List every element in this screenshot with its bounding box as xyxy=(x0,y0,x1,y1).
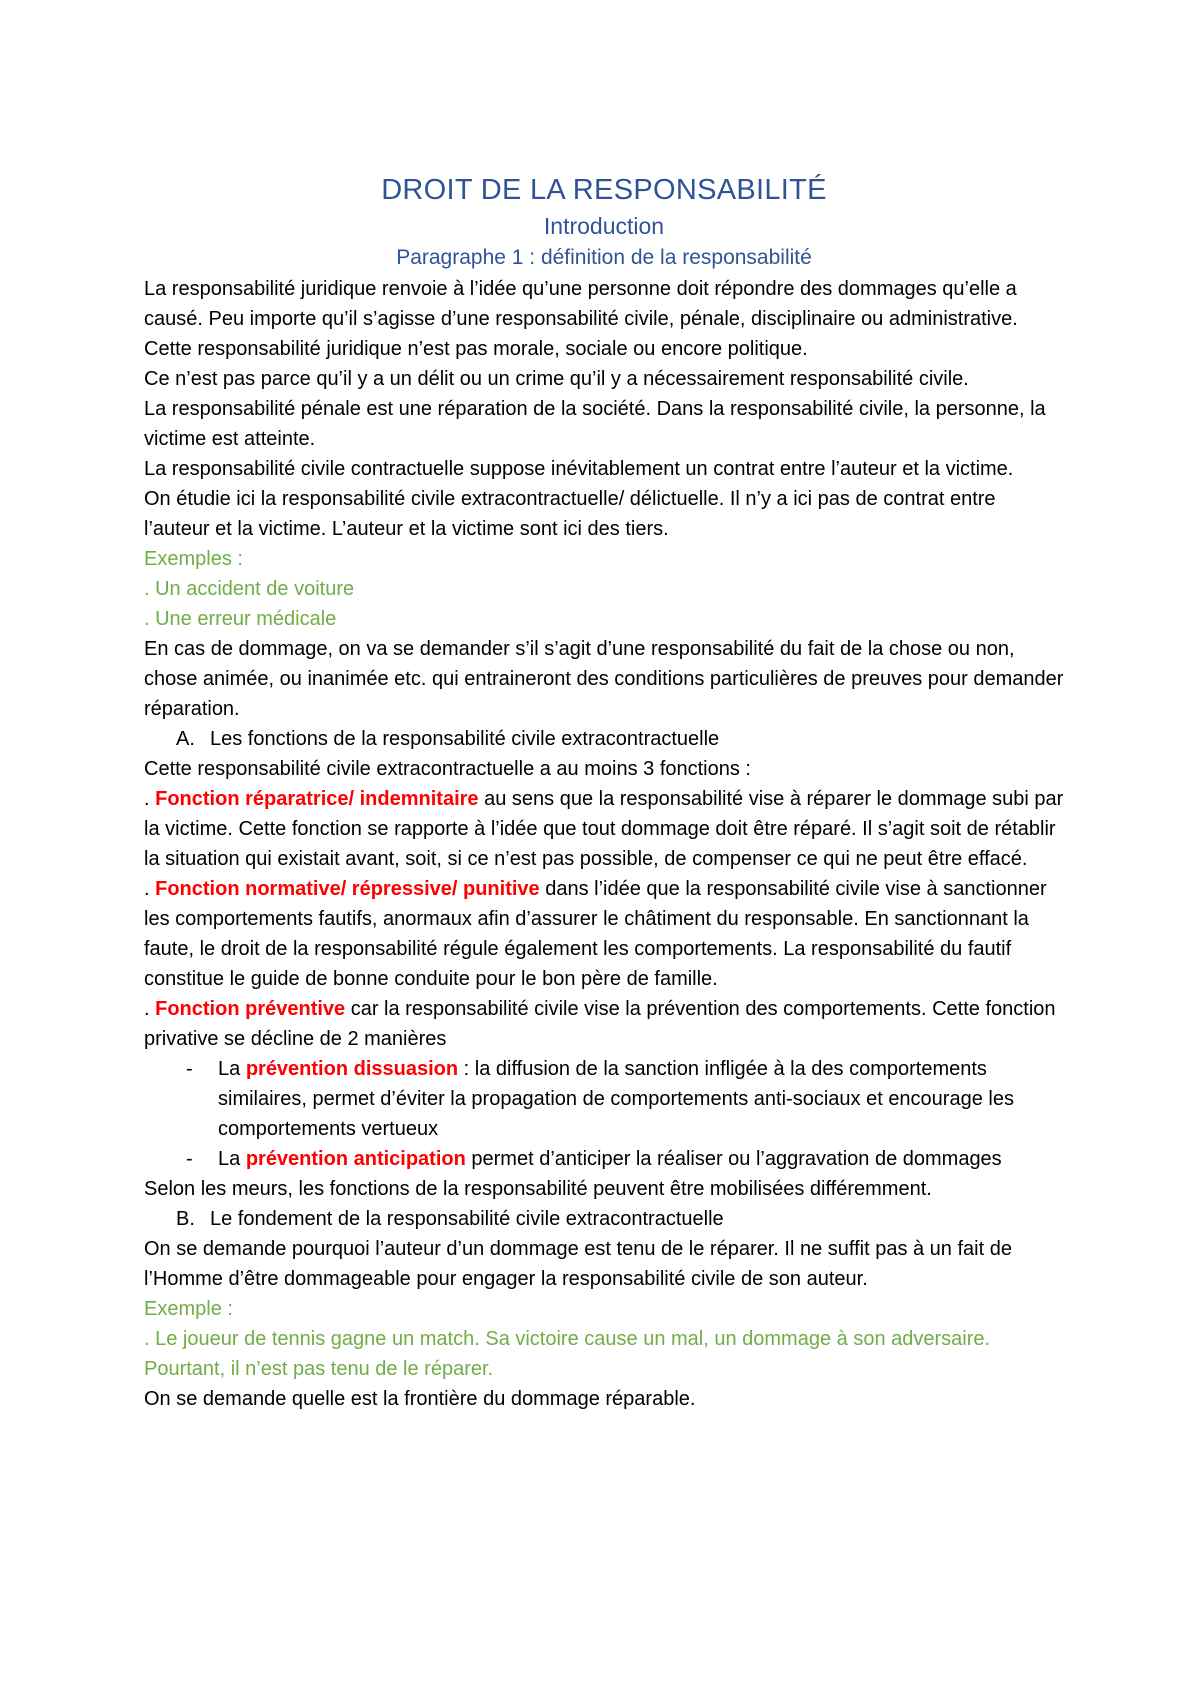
section-title: Le fondement de la responsabilité civile extracontractuelle xyxy=(210,1208,724,1230)
example-label: Exemple : xyxy=(144,1298,233,1320)
highlight-term: prévention anticipation xyxy=(245,1148,466,1170)
bullet-dash: - xyxy=(186,1058,193,1080)
item-prefix: . xyxy=(144,788,156,810)
paragraph: Ce n’est pas parce qu’il y a un délit ou un crime qu’il y a nécessairement responsabilité civile. xyxy=(144,368,969,390)
heading-paragraph-1: Paragraphe 1 : définition de la responsabilité xyxy=(396,246,812,269)
section-heading-b xyxy=(144,1204,1064,1234)
bullet-item xyxy=(144,1144,1064,1174)
paragraph: On se demande quelle est la frontière du dommage réparable. xyxy=(144,1388,696,1410)
paragraph: Cette responsabilité juridique n’est pas morale, sociale ou encore politique. xyxy=(144,338,808,360)
highlight-term: Fonction normative/ répressive/ punitive xyxy=(155,878,540,900)
item-text: au sens que la responsabilité vise à réparer le dommage subi par la victime. Cette fonction se rapporte à l’idée que tout dommage doit être réparé. Il s’agit soit de rétablir la situation qui existait avant, soit, si ce n’est pas possible, de compenser ce qui ne peut être effacé. xyxy=(144,788,1064,870)
bullet-item xyxy=(144,1054,1064,1144)
paragraph: Selon les meurs, les fonctions de la responsabilité peuvent être mobilisées différemment. xyxy=(144,1178,932,1200)
item-text: : la diffusion de la sanction infligée à la des comportements similaires, permet d’éviter la propagation de comportements anti-sociaux et encourage les comportements vertueux xyxy=(218,1058,1014,1140)
highlight-term: Fonction réparatrice/ indemnitaire xyxy=(155,788,479,810)
paragraph: La responsabilité pénale est une réparation de la société. Dans la responsabilité civile, la personne, la victime est atteinte. xyxy=(144,398,1046,450)
paragraph: On étudie ici la responsabilité civile extracontractuelle/ délictuelle. Il n’y a ici pas de contrat entre l’auteur et la victime. L’auteur et la victime sont ici des tiers. xyxy=(144,488,996,540)
example-item: . Un accident de voiture xyxy=(144,578,355,600)
example-item: . Le joueur de tennis gagne un match. Sa victoire cause un mal, un dommage à son adversaire. Pourtant, il n’est pas tenu de le réparer. xyxy=(144,1328,991,1380)
paragraph: On se demande pourquoi l’auteur d’un dommage est tenu de le réparer. Il ne suffit pas à un fait de l’Homme d’être dommageable pour engager la responsabilité civile de son auteur. xyxy=(144,1238,1012,1290)
paragraph: La responsabilité civile contractuelle suppose inévitablement un contrat entre l’auteur et la victime. xyxy=(144,458,1014,480)
paragraph: En cas de dommage, on va se demander s’il s’agit d’une responsabilité du fait de la chose ou non, chose animée, ou inanimée etc. qui entraineront des conditions particulières de preuves pour demander réparation. xyxy=(144,638,1064,720)
function-item xyxy=(144,994,1064,1054)
item-text: dans l’idée que la responsabilité civile vise à sanctionner les comportements fautifs, anormaux afin d’assurer le châtiment du responsable. En sanctionnant la faute, le droit de la responsabilité régule également les comportements. La responsabilité du fautif constitue le guide de bonne conduite pour le bon père de famille. xyxy=(144,878,1047,990)
highlight-term: Fonction préventive xyxy=(155,998,346,1020)
document-body xyxy=(144,170,1064,1414)
item-prefix: . xyxy=(144,998,156,1020)
document-title: DROIT DE LA RESPONSABILITÉ xyxy=(381,174,827,206)
item-prefix: . xyxy=(144,878,156,900)
section-title: Les fonctions de la responsabilité civile extracontractuelle xyxy=(210,728,720,750)
examples-label: Exemples : xyxy=(144,548,243,570)
section-letter: A. xyxy=(176,728,195,750)
item-text: permet d’anticiper la réaliser ou l’aggravation de dommages xyxy=(465,1148,1002,1170)
heading-introduction: Introduction xyxy=(543,213,665,239)
paragraph: La responsabilité juridique renvoie à l’idée qu’une personne doit répondre des dommages qu’elle a causé. Peu importe qu’il s’agisse d’une responsabilité civile, pénale, disciplinaire ou administrative. xyxy=(144,278,1018,330)
function-item xyxy=(144,784,1064,874)
highlight-term: prévention dissuasion xyxy=(245,1058,459,1080)
paragraph: Cette responsabilité civile extracontractuelle a au moins 3 fonctions : xyxy=(144,758,751,780)
function-item xyxy=(144,874,1064,994)
item-text: car la responsabilité civile vise la prévention des comportements. Cette fonction privative se décline de 2 manières xyxy=(144,998,1056,1050)
example-item: . Une erreur médicale xyxy=(144,608,337,630)
item-prefix: La xyxy=(218,1148,246,1170)
section-letter: B. xyxy=(176,1208,195,1230)
section-heading-a xyxy=(144,724,1064,754)
bullet-dash: - xyxy=(186,1148,193,1170)
item-prefix: La xyxy=(218,1058,246,1080)
